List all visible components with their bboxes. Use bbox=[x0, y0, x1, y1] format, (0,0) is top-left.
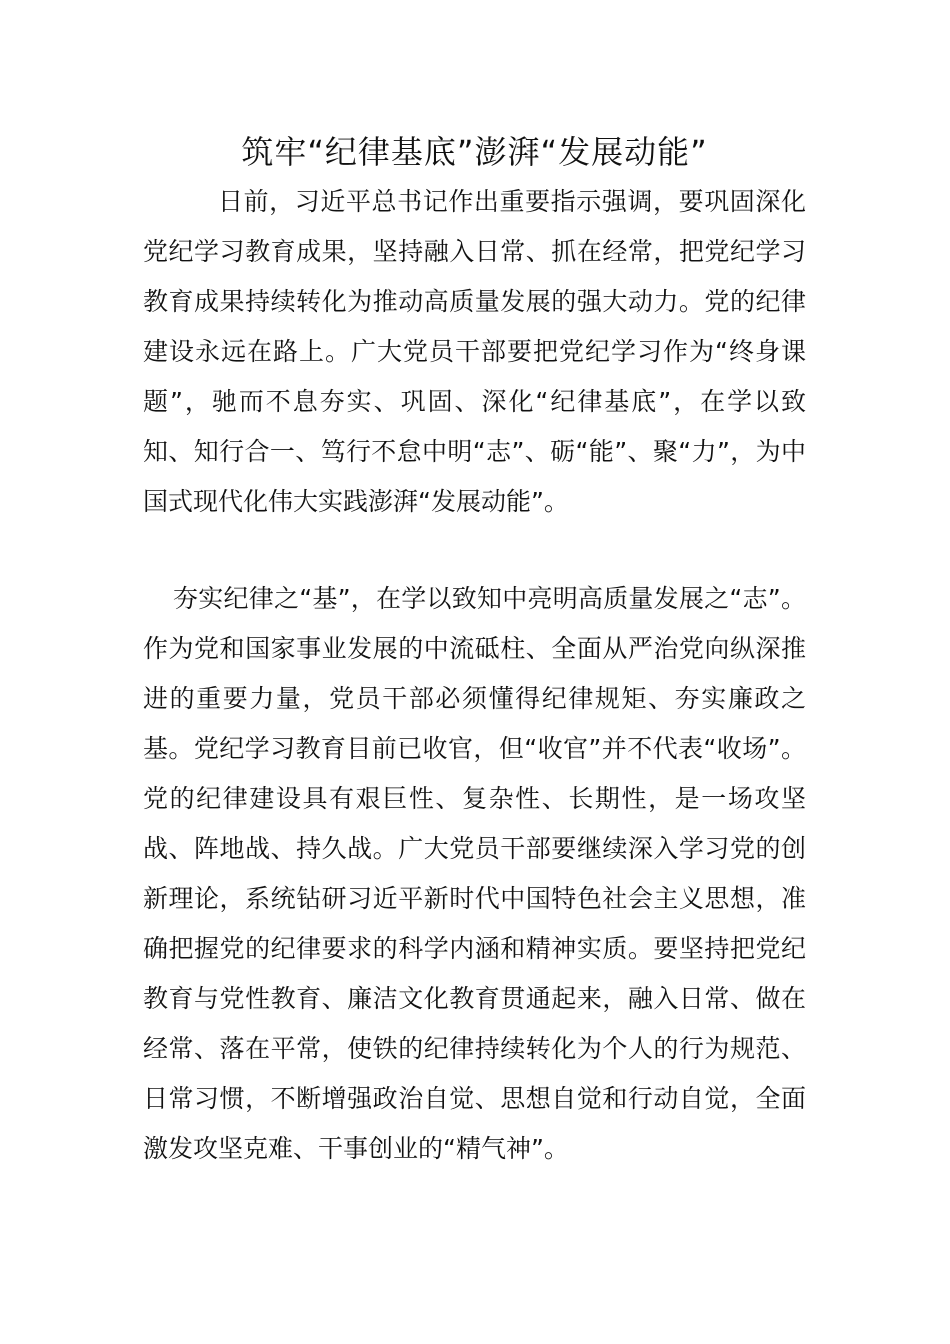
paragraph-intro: 日前，习近平总书记作出重要指示强调，要巩固深化党纪学习教育成果，坚持融入日常、抓在经常，把党纪学习教育成果持续转化为推动高质量发展的强大动力。党的纪律建设永远在路上。广大党员干部要把党纪学习作为“终身课题”，驰而不息夯实、巩固、深化“纪律基底”，在学以致知、知行合一、笃行不怠中明“志”、砺“能”、聚“力”，为中国式现代化伟大实践澎湃“发展动能”。 bbox=[143, 187, 806, 516]
document-title: 筑牢“纪律基底”澎湃“发展动能” bbox=[241, 133, 708, 171]
paragraph-discipline-foundation: 夯实纪律之“基”，在学以致知中亮明高质量发展之“志”。作为党和国家事业发展的中流砥柱、全面从严治党向纵深推进的重要力量，党员干部必须懂得纪律规矩、夯实廉政之基。党纪学习教育目前已收官，但“收官”并不代表“收场”。党的纪律建设具有艰巨性、复杂性、长期性，是一场攻坚战、阵地战、持久战。广大党员干部要继续深入学习党的创新理论，系统钻研习近平新时代中国特色社会主义思想，准确把握党的纪律要求的科学内涵和精神实质。要坚持把党纪教育与党性教育、廉洁文化教育贯通起来，融入日常、做在经常、落在平常，使铁的纪律持续转化为个人的行为规范、日常习惯，不断增强政治自觉、思想自觉和行动自觉，全面激发攻坚克难、干事创业的“精气神”。 bbox=[143, 584, 806, 1163]
